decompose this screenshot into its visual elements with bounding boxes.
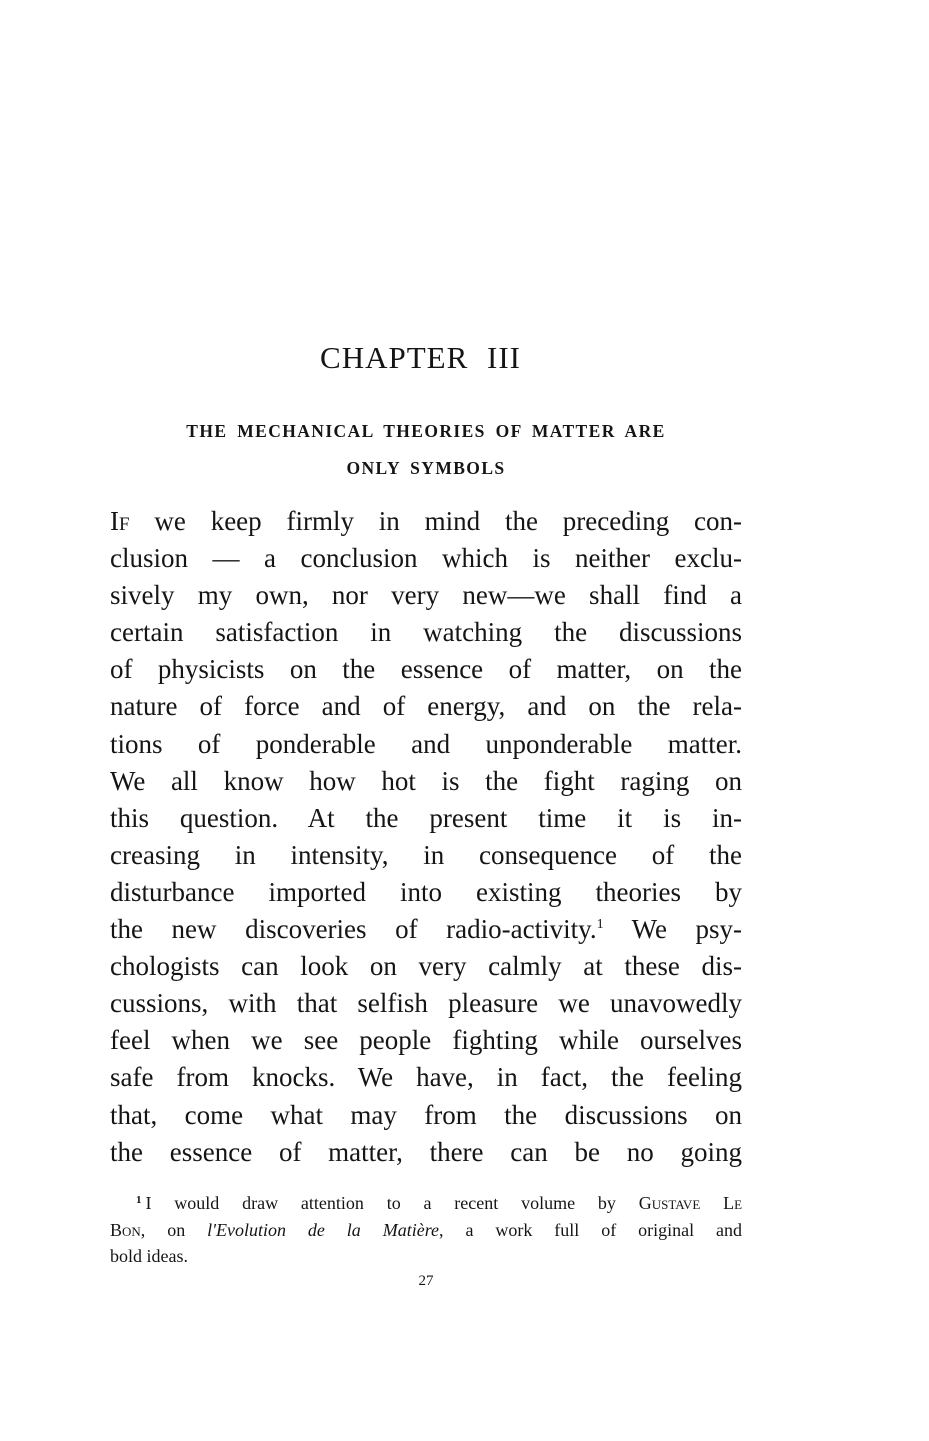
footnote-line: bold ideas. [110,1246,188,1266]
body-line: that, come what may from the discussions on [110,1099,742,1130]
body-line: We all know how hot is the fight raging on [110,765,742,796]
body-line: of physicists on the essence of matter, on the [110,654,742,685]
footnote-reference: 1 [596,917,604,933]
footnote-line: Bon, on l'Evolution de la Matière, a work full of original and [110,1219,743,1240]
body-line: nature of force and of energy, and on the rela- [110,691,742,722]
opening-word: If [110,506,130,536]
body-line: safe from knocks. We have, in fact, the feeling [110,1062,742,1093]
body-line: certain satisfaction in watching the discussions [110,617,742,648]
page-number: 27 [418,1273,434,1289]
body-line: clusion — a conclusion which is neither exclu- [110,543,742,574]
body-line: the new discoveries of radio-activity.$^1$ We psy- [110,914,742,945]
body-line: creasing in intensity, in consequence of the [110,839,742,870]
body-paragraph [110,503,742,1171]
body-line: tions of ponderable and unponderable matter. [110,728,742,759]
chapter-subtitle-line-1: THE MECHANICAL THEORIES OF MATTER ARE [186,421,666,441]
body-line: cussions, with that selfish pleasure we unavowedly [110,988,742,1019]
body-line: sively my own, nor very new—we shall find a [110,580,742,611]
footnote [110,1190,742,1270]
body-line: this question. At the present time it is in- [110,802,742,833]
body-line: If we keep firmly in mind the preceding con- [110,506,742,536]
footnote-author: Gustave Le [638,1193,743,1213]
footnote-book-title: l'Evolution de la Matière [207,1219,440,1240]
body-line: feel when we see people fighting while ourselves [110,1025,742,1056]
chapter-subtitle-line-2: ONLY SYMBOLS [346,458,506,478]
body-line: chologists can look on very calmly at these dis- [110,951,742,982]
footnote-marker: 1 [136,1194,142,1206]
chapter-heading: CHAPTER III [320,340,521,375]
body-line: disturbance imported into existing theories by [110,876,742,907]
body-line: the essence of matter, there can be no going [110,1136,742,1167]
footnote-line: $^1$ I would draw attention to a recent volume by Gustave Le [136,1193,743,1213]
chapter-subtitle [110,413,742,487]
